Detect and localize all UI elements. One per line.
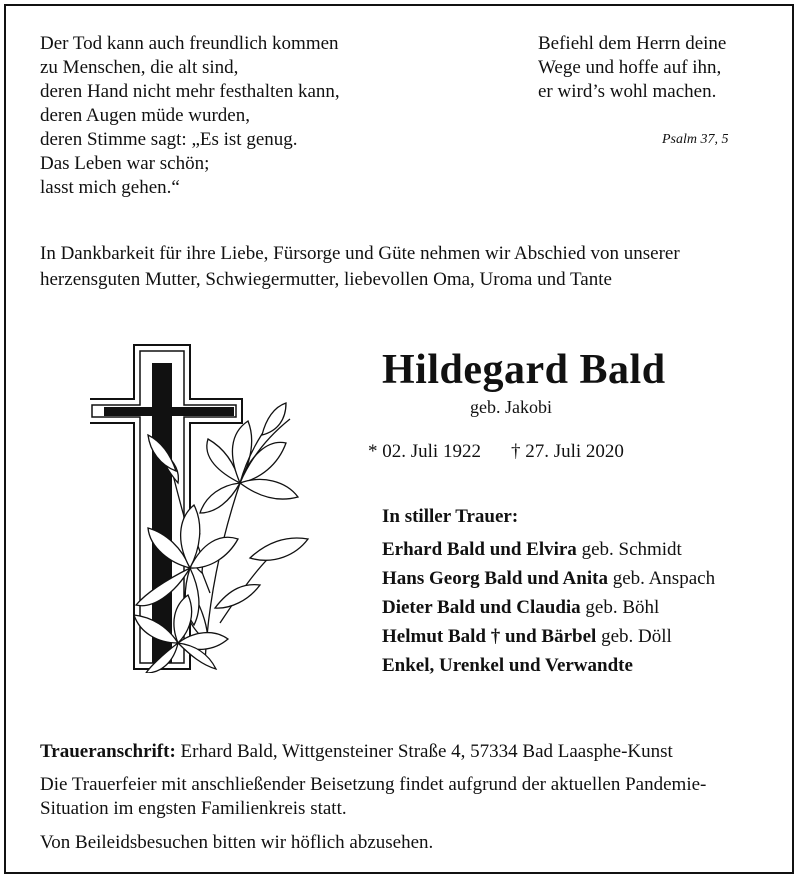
verse-line: Befiehl dem Herrn deine	[538, 33, 727, 54]
funeral-info	[40, 773, 770, 821]
lily-flowers-icon	[134, 403, 308, 673]
verse-reference: Psalm 37, 5	[662, 132, 729, 147]
mourner-row	[382, 593, 715, 622]
mourners-list	[382, 502, 715, 680]
birth-date: * 02. Juli 1922	[368, 441, 481, 462]
mourners-heading: In stiller Trauer:	[382, 506, 519, 527]
deceased-name: Hildegard Bald	[382, 347, 666, 393]
mourner-row	[382, 535, 715, 564]
poem-line: zu Menschen, die alt sind,	[40, 57, 239, 78]
cross-with-lilies-icon	[90, 343, 310, 673]
mourner-row	[382, 622, 715, 651]
mourner-names: Hans Georg Bald und Anita	[382, 568, 608, 589]
mourner-names: Helmut Bald † und Bärbel	[382, 626, 597, 647]
bible-verse	[538, 32, 726, 104]
mourner-row	[382, 651, 715, 680]
address-value: Erhard Bald, Wittgensteiner Straße 4, 57334 Bad Laasphe-Kunst	[175, 741, 673, 762]
intro-text	[40, 241, 770, 293]
verse-line: Wege und hoffe auf ihn,	[538, 57, 722, 78]
death-date: † 27. Juli 2020	[510, 441, 624, 462]
poem-line: Der Tod kann auch freundlich kommen	[40, 33, 339, 54]
intro-line: In Dankbarkeit für ihre Liebe, Fürsorge und Güte nehmen wir Abschied von unserer	[40, 243, 680, 264]
mourner-names: Enkel, Urenkel und Verwandte	[382, 655, 633, 676]
mourner-names: Dieter Bald und Claudia	[382, 597, 581, 618]
mourner-maiden: geb. Anspach	[607, 568, 716, 589]
poem-line: deren Hand nicht mehr festhalten kann,	[40, 81, 340, 102]
intro-line: herzensguten Mutter, Schwiegermutter, liebevollen Oma, Uroma und Tante	[40, 269, 612, 290]
mourner-maiden: geb. Böhl	[580, 597, 660, 618]
maiden-name: geb. Jakobi	[470, 397, 552, 417]
poem	[40, 32, 340, 200]
mourning-address	[40, 741, 673, 763]
info-line: Situation im engsten Familienkreis statt.	[40, 798, 347, 819]
mourner-maiden: geb. Schmidt	[576, 539, 682, 560]
poem-line: deren Augen müde wurden,	[40, 105, 250, 126]
poem-line: deren Stimme sagt: „Es ist genug.	[40, 129, 298, 150]
condolence-note: Von Beileidsbesuchen bitten wir höflich abzusehen.	[40, 832, 434, 853]
life-dates	[368, 441, 624, 463]
poem-line: lasst mich gehen.“	[40, 177, 180, 198]
mourner-names: Erhard Bald und Elvira	[382, 539, 577, 560]
info-line: Die Trauerfeier mit anschließender Beisetzung findet aufgrund der aktuellen Pandemie-	[40, 774, 707, 795]
mourner-row	[382, 564, 715, 593]
poem-line: Das Leben war schön;	[40, 153, 210, 174]
mourner-maiden: geb. Döll	[596, 626, 672, 647]
address-label: Traueranschrift:	[40, 741, 176, 762]
verse-line: er wird’s wohl machen.	[538, 81, 717, 102]
